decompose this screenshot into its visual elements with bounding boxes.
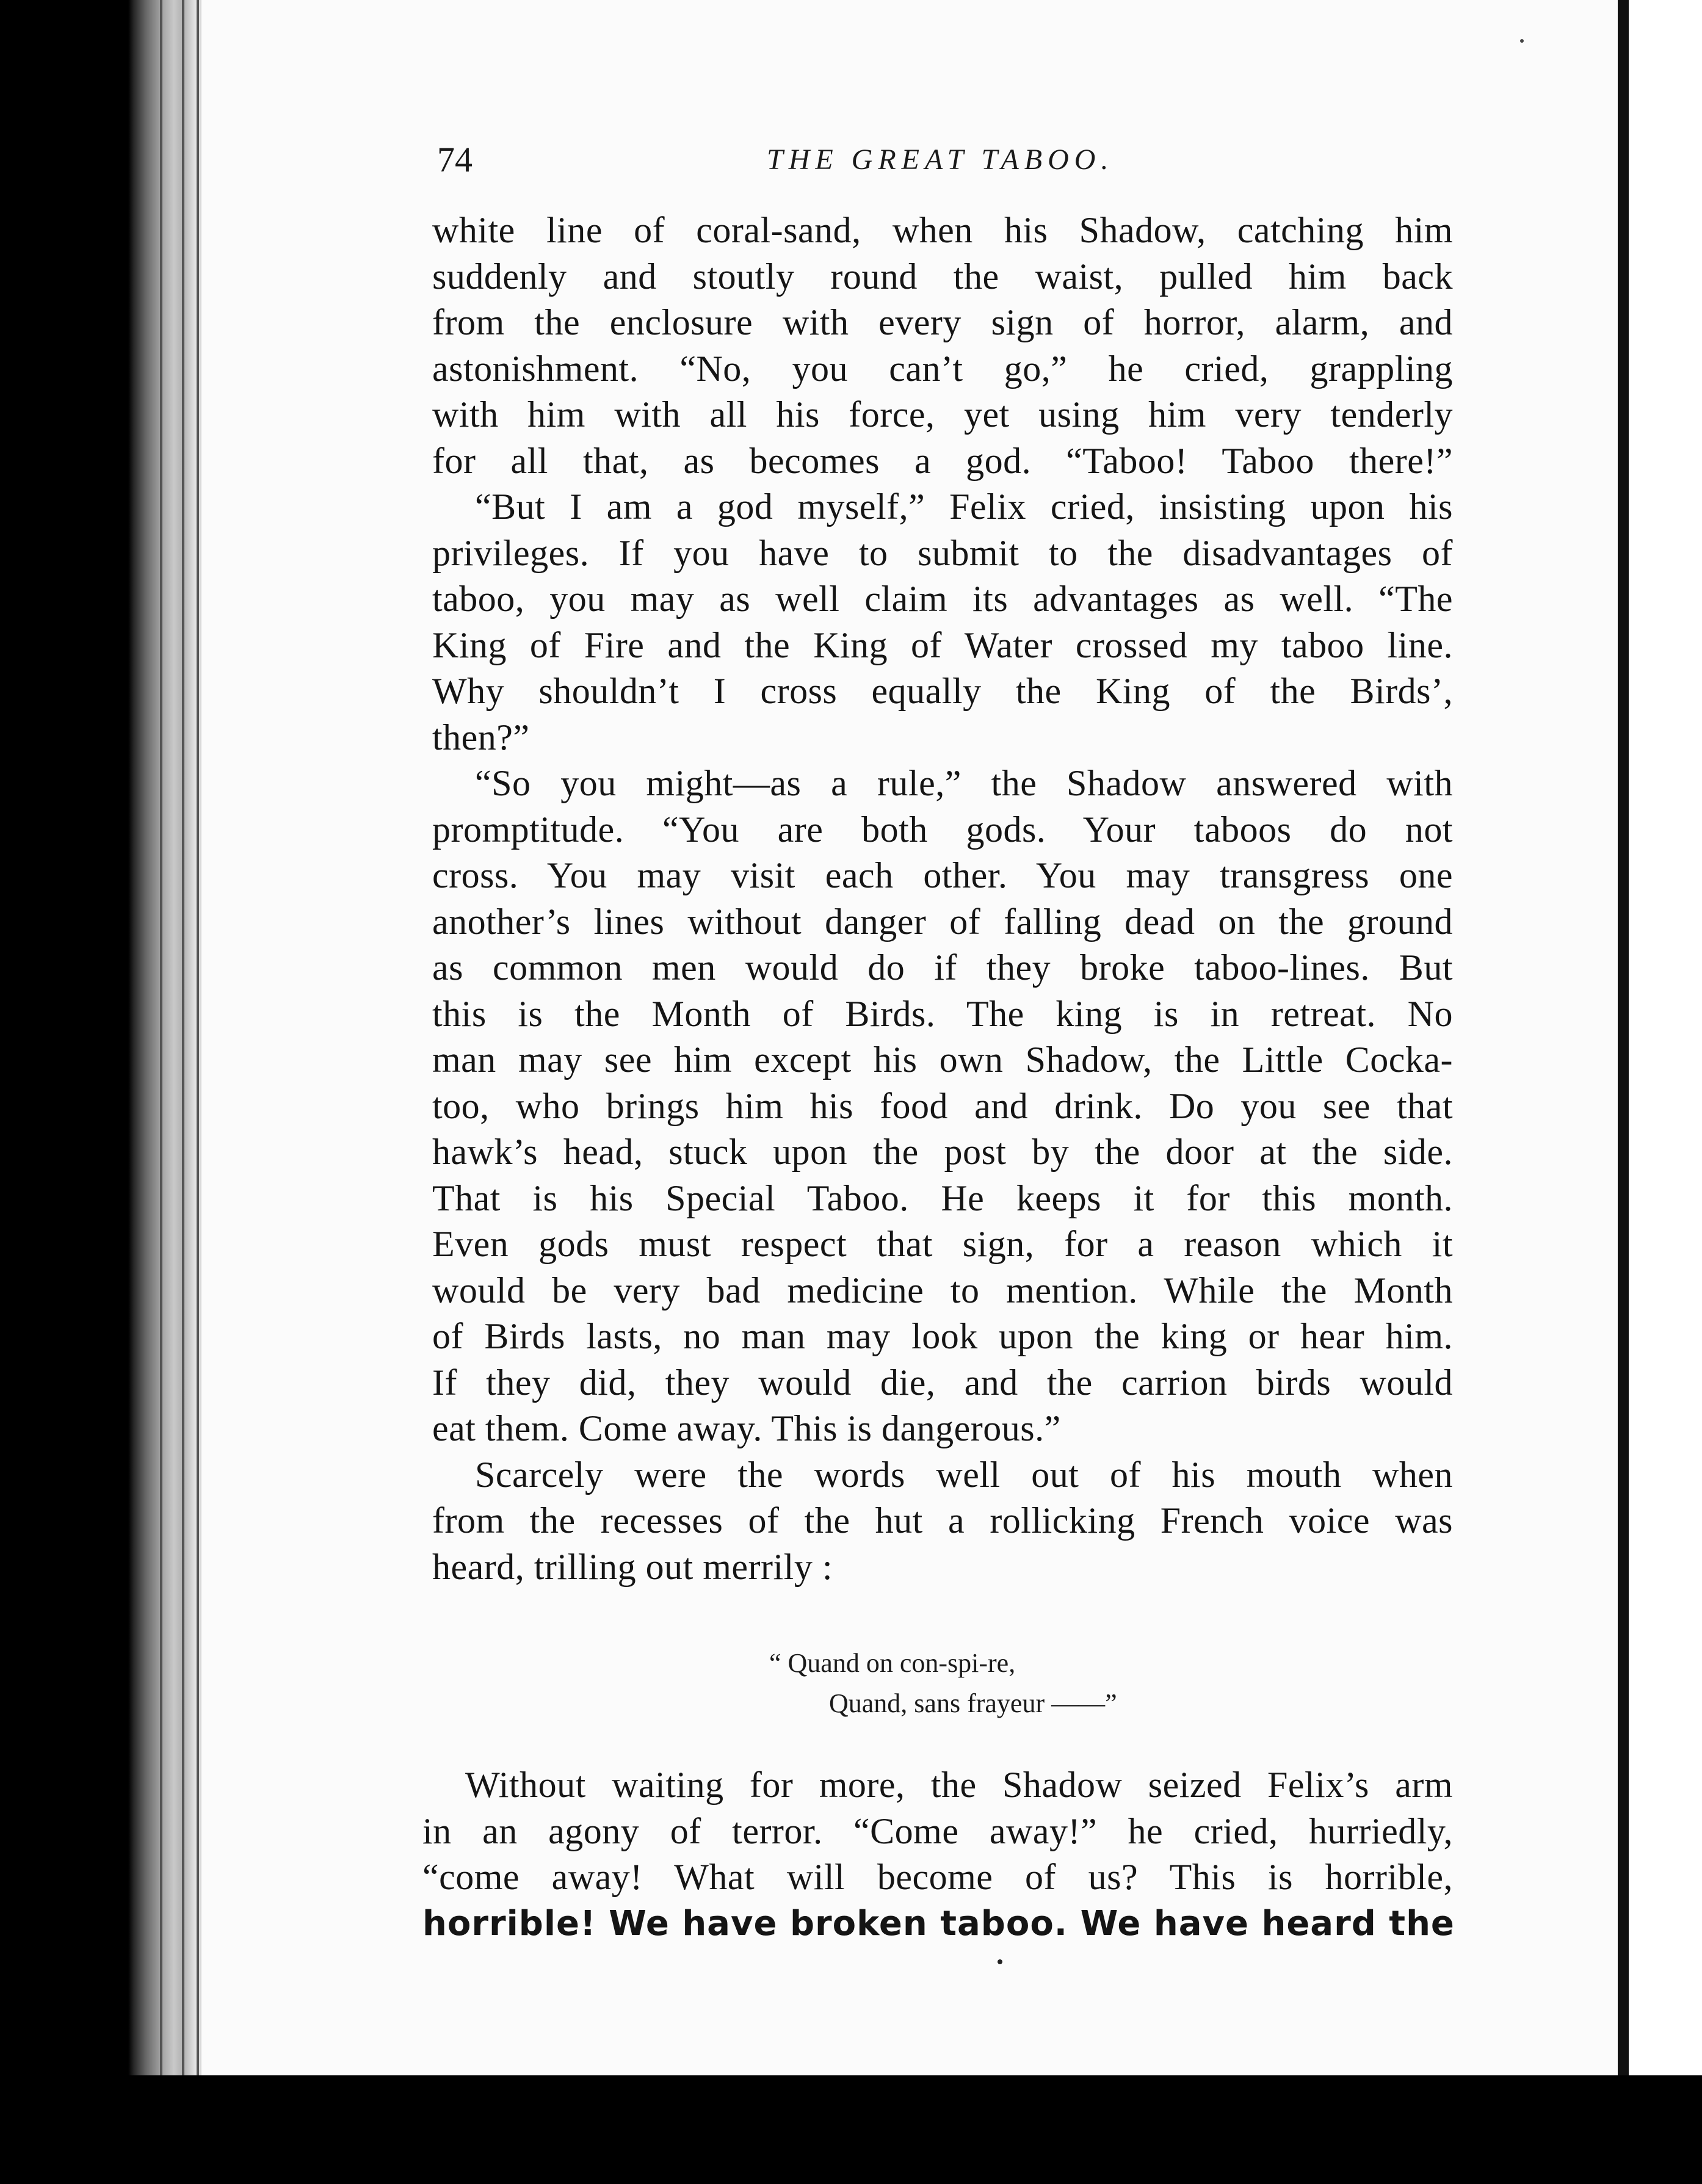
scan-speck — [1520, 39, 1524, 43]
verse-line: “ Quand on con-spi-re, — [769, 1648, 1016, 1678]
text-line: promptitude. “You are both gods. Your taboos do not — [432, 809, 1453, 850]
text-line: as common men would do if they broke taboo-lines. But — [432, 947, 1453, 988]
verse-quotation — [769, 1643, 1117, 1724]
text-line: from the recesses of the hut a rollicking French voice was — [432, 1500, 1453, 1541]
book-page-edges — [0, 0, 232, 2075]
text-line: this is the Month of Birds. The king is in retreat. No — [432, 993, 1453, 1034]
text-line: man may see him except his own Shadow, the Little Cocka- — [432, 1040, 1453, 1080]
text-line: If they did, they would die, and the carrion birds would — [432, 1362, 1453, 1403]
text-line: too, who brings him his food and drink. Do you see that — [432, 1085, 1453, 1126]
text-line: white line of coral-sand, when his Shadow, catching him — [432, 210, 1453, 250]
text-line: privileges. If you have to submit to the disadvantages of — [432, 532, 1453, 573]
text-line: Why shouldn’t I cross equally the King of the Birds’, — [432, 671, 1453, 711]
page-edge-line — [182, 0, 184, 2075]
text-line: King of Fire and the King of Water crossed my taboo line. — [432, 624, 1453, 665]
text-line: taboo, you may as well claim its advantages as well. “The — [432, 579, 1453, 619]
text-line: Without waiting for more, the Shadow seized Felix’s arm — [465, 1765, 1453, 1805]
page-header — [437, 139, 1145, 182]
text-line: Even gods must respect that sign, for a reason which it — [432, 1224, 1453, 1264]
body-text-upper — [432, 208, 1453, 1590]
text-line: would be very bad medicine to mention. While the Month — [432, 1270, 1453, 1311]
text-line: heard, trilling out merrily : — [432, 1546, 833, 1587]
scan-border — [0, 2075, 1702, 2184]
text-line: of Birds lasts, no man may look upon the king or hear him. — [432, 1316, 1453, 1356]
text-line: hawk’s head, stuck upon the post by the door at the side. — [432, 1132, 1453, 1172]
text-line: suddenly and stoutly round the waist, pulled him back — [432, 256, 1453, 297]
text-line: eat them. Come away. This is dangerous.” — [432, 1408, 1061, 1448]
text-line: astonishment. “No, you can’t go,” he cried, grappling — [432, 348, 1453, 389]
page-edge-line — [160, 0, 162, 2075]
page-edge-line — [197, 0, 199, 2075]
text-line: with him with all his force, yet using him very tenderly — [432, 394, 1453, 435]
body-text-lower — [422, 1762, 1453, 1947]
page-number: 74 — [437, 140, 473, 179]
text-line: for all that, as becomes a god. “Taboo! Taboo there!” — [432, 440, 1453, 481]
text-line: in an agony of terror. “Come away!” he cried, hurriedly, — [422, 1810, 1453, 1851]
text-line: horrible! We have broken taboo. We have heard the — [422, 1903, 1455, 1944]
text-line: Scarcely were the words well out of his mouth when — [475, 1454, 1453, 1495]
text-line: “come away! What will become of us? This is horrible, — [422, 1857, 1453, 1897]
running-head: THE GREAT TABOO. — [767, 143, 1114, 176]
text-line: from the enclosure with every sign of horror, alarm, and — [432, 302, 1453, 342]
text-line: “So you might—as a rule,” the Shadow answered with — [475, 763, 1453, 803]
text-line: then?” — [432, 717, 530, 758]
scan-speck — [998, 1959, 1002, 1964]
verse-line: Quand, sans frayeur ——” — [829, 1688, 1117, 1718]
text-line: cross. You may visit each other. You may transgress one — [432, 855, 1453, 895]
facing-page-edge — [1618, 0, 1702, 2075]
text-line: “But I am a god myself,” Felix cried, insisting upon his — [475, 486, 1453, 527]
text-line: another’s lines without danger of falling dead on the ground — [432, 901, 1453, 942]
text-line: That is his Special Taboo. He keeps it for this month. — [432, 1177, 1453, 1218]
